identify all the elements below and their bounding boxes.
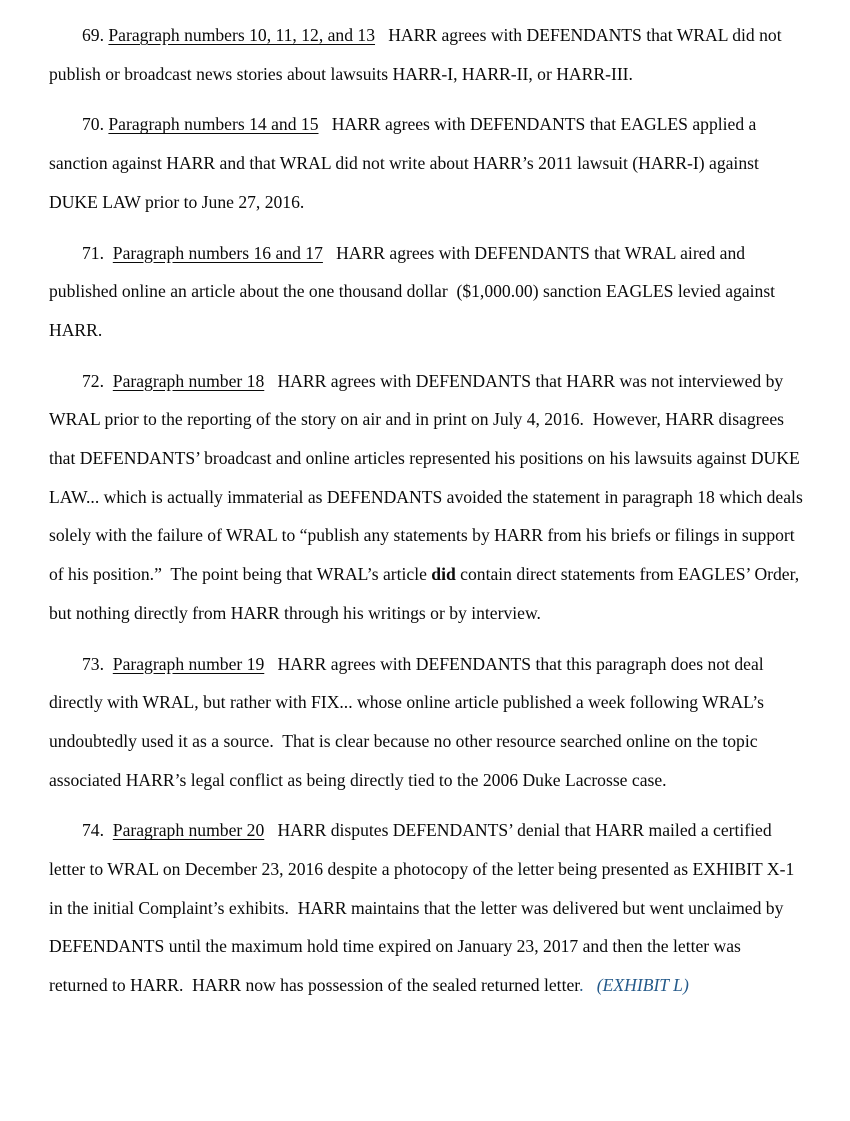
exhibit-l-link[interactable]: (EXHIBIT L) [596,975,689,996]
paragraph-71 [49,234,803,350]
paragraph-74 [49,811,803,1005]
paragraph-heading: Paragraph numbers 16 and 17 [112,242,323,263]
paragraph-73 [49,645,803,800]
paragraph-70 [49,105,803,221]
paragraph-heading: Paragraph number 20 [112,820,265,841]
paragraph-number: 72. [82,370,113,391]
paragraph-number: 73. [82,653,113,674]
paragraph-number: 69. [82,25,109,45]
paragraph-body: HARR disputes DEFENDANTS’ denial that HARR mailed a certified letter to WRAL on December 23, 2016 despite a photocopy of the letter being presented as EXHIBIT X-1 in the initial Complaint’s exhibits. HARR maintains that the letter was delivered but went unclaimed by DEFENDANTS until the maximum hold time expired on January 23, 2017 and then the letter was returned to HARR. HARR now has possession of the sealed returned letter [49,820,799,996]
paragraph-69 [49,16,803,93]
paragraph-heading: Paragraph number 18 [112,370,265,391]
paragraph-number: 70. [82,114,109,135]
paragraph-body: contain direct statements from EAGLES’ Order, but nothing directly from HARR through his writings or by interview. [49,564,804,623]
paragraph-number: 71. [82,242,113,263]
paragraph-heading: Paragraph numbers 10, 11, 12, and 13 [108,25,376,45]
paragraph-body: HARR agrees with DEFENDANTS that WRAL did not publish or broadcast news stories about lawsuits HARR-I, HARR-II, or HARR-III. [49,25,787,84]
paragraph-heading: Paragraph number 19 [112,653,265,674]
bold-emphasis-did: did [431,564,456,585]
text-gap [584,975,597,995]
paragraph-body: HARR agrees with DEFENDANTS that EAGLES applied a sanction against HARR and that WRAL did not write about HARR’s 2011 lawsuit (HARR-I) against DUKE LAW prior to June 27, 2016. [49,114,764,212]
paragraph-body: HARR agrees with DEFENDANTS that WRAL aired and published online an article about the one thousand dollar ($1,000.00) sanction EAGLES levied against HARR. [49,242,780,340]
paragraph-number: 74. [82,820,113,841]
paragraph-body: HARR agrees with DEFENDANTS that this paragraph does not deal directly with WRAL, but rather with FIX... whose online article published a week following WRAL’s undoubtedly used it as a source. That is clear because no other resource searched online on the topic associated HARR’s legal conflict as being directly tied to the 2006 Duke Lacrosse case. [49,653,769,790]
paragraph-72 [49,362,808,633]
sentence-period: . [579,975,584,996]
paragraph-body: HARR agrees with DEFENDANTS that HARR was not interviewed by WRAL prior to the reporting of the story on air and in print on July 4, 2016. However, HARR disagrees that DEFENDANTS’ broadcast and online articles represented his positions on his lawsuits against DUKE LAW... which is actually immaterial as DEFENDANTS avoided the statement in paragraph 18 which deals solely with the failure of WRAL to “publish any statements by HARR from his briefs or filings in support of his position.” The point being that WRAL’s article [49,370,808,585]
paragraph-heading: Paragraph numbers 14 and 15 [108,114,319,135]
